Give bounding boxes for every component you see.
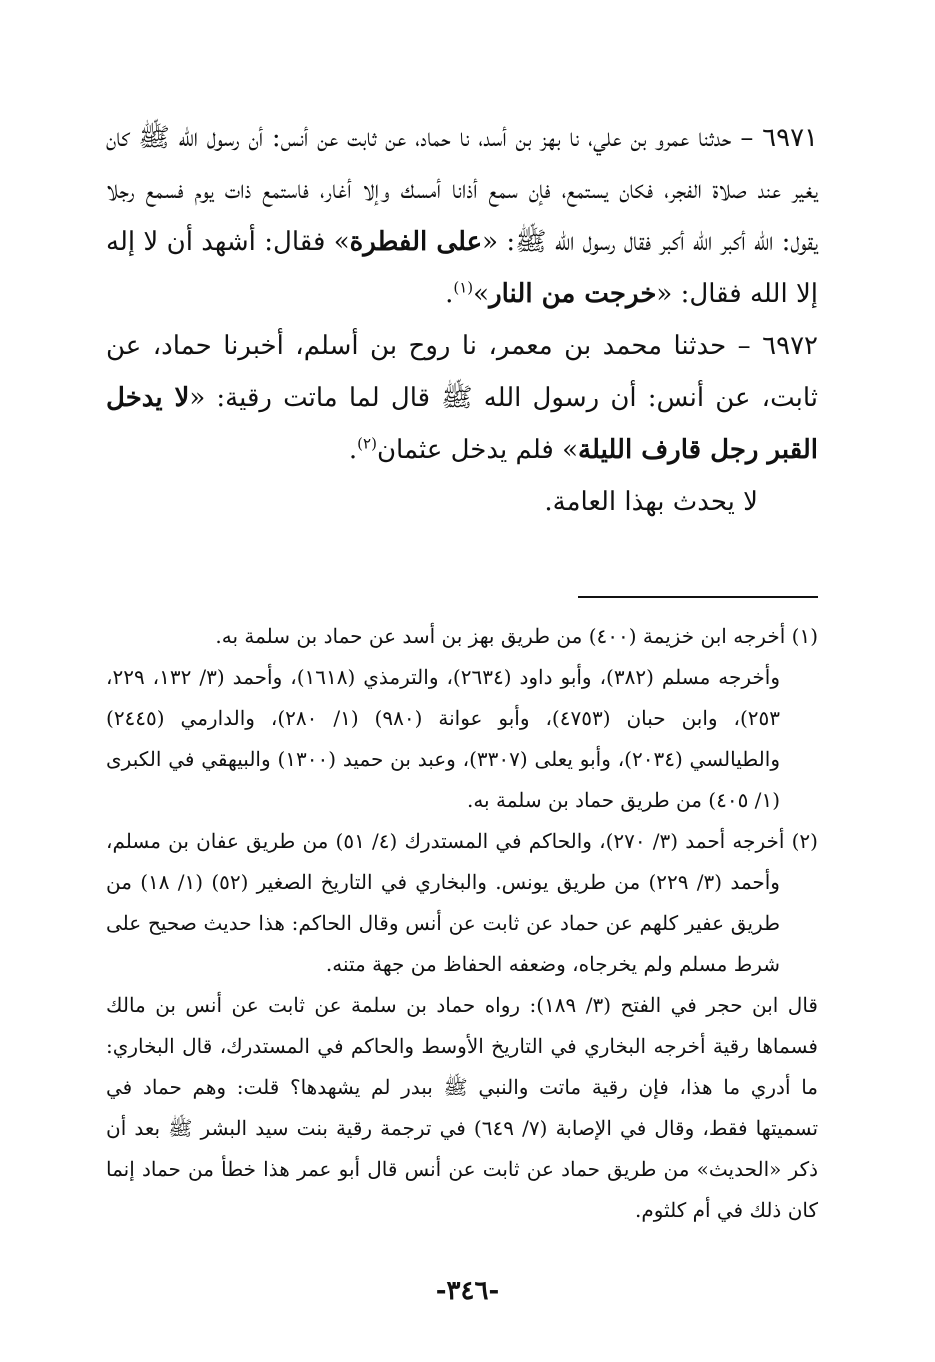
footnotes [106, 616, 818, 1231]
footnote-2-commentary: قال ابن حجر في الفتح (٣/ ١٨٩): رواه حماد بن سلمة عن ثابت عن أنس بن مالك فسماها رقية أخرجه البخاري في التاريخ الأوسط والحاكم في المستدرك، قال البخاري: ما أدري ما هذا، فإن رقية ماتت والنبي ﷺ ببدر لم يشهدها؟ قلت: وهم حماد في تسميتها فقط، وقال في الإصابة (٧/ ٦٤٩) في ترجمة رقية بنت سيد البشر ﷺ بعد أن ذكر «الحديث» من طريق حماد عن ثابت عن أنس قال أبو عمر هذا خطأ من حماد إنما كان ذلك في أم كلثوم. [106, 993, 819, 1222]
closing-remark: لا يحدث بهذا العامة. [544, 487, 758, 517]
hadith-6972-text-1: ٦٩٧٢ – حدثنا محمد بن معمر، نا روح بن أسلم، أخبرنا حماد، عن ثابت، عن أنس: أن رسول الله ﷺ قال لما ماتت رقية: « [106, 331, 818, 413]
hadith-6971-end: . [445, 279, 454, 309]
hadith-6971-text-3: » [473, 279, 490, 309]
footnote-2-lead: (٢) أخرجه أحمد (٣/ ٢٧٠)، والحاكم في المستدرك (٤/ ٥١) من طريق عفان بن مسلم، وأحمد (٣/ ٢٢٩) من طريق يونس. والبخاري في التاريخ الصغير (٥٢) (١/ ١٨) من طريق عفير كلهم عن حماد عن ثابت عن أنس وقال الحاكم: هذا حديث صحيح على شرط مسلم ولم يخرجاه، وضعفه الحفاظ من جهة متنه. [106, 829, 818, 976]
footnote-1-lead: (١) أخرجه ابن خزيمة (٤٠٠) من طريق بهز بن أسد عن حماد بن سلمة به. [215, 624, 818, 648]
footnote-ref-1: (١) [453, 278, 474, 297]
footnote-divider [578, 596, 818, 598]
footnote-ref-2: (٢) [357, 434, 377, 453]
hadith-6971 [106, 112, 818, 320]
footnote-1-body: وأخرجه مسلم (٣٨٢)، وأبو داود (٢٦٣٤)، والترمذي (١٦١٨)، وأحمد (٣/ ١٣٢، ٢٢٩، ٢٥٣)، وابن حبان (٤٧٥٣)، وأبو عوانة (٩٨٠) (١/ ٢٨٠)، والدارمي (٢٤٤٥) والطيالسي (٢٠٣٤)، وأبو يعلى (٣٣٠٧)، وعبد بن حميد (١٣٠٠) والبيهقي في الكبرى (١/ ٤٠٥) من طريق حماد بن سلمة به. [106, 665, 781, 812]
hadith-6972-text-2: » فلم يدخل عثمان [376, 435, 579, 465]
hadith-6971-text-1: ٦٩٧١ – حدثنا عمرو بن علي، نا بهز بن أسد، نا حماد، عن ثابت عن أنس: أن رسول الله ﷺ كان يغير عند صلاة الفجر، فكان يستمع، فإن سمع أذانا أمسك وإلا أغار، فاستمع ذات يوم فسمع رجلا يقول: الله أكبر الله أكبر فقال رسول الله ﷺ: « [106, 123, 818, 257]
page-number: -٣٤٦- [435, 1276, 500, 1306]
hadith-6971-quote-1: على الفطرة [349, 227, 483, 257]
hadith-6972-end: . [348, 435, 358, 465]
hadith-6971-quote-2: خرجت من النار [489, 279, 657, 309]
main-text [106, 112, 818, 528]
hadith-6972-quote-1: لا يدخل القبر رجل قارف الليلة [106, 383, 818, 465]
hadith-6971-text-2: » فقال: أشهد أن لا إله إلا الله فقال: « [106, 227, 818, 309]
hadith-6972 [106, 320, 818, 476]
